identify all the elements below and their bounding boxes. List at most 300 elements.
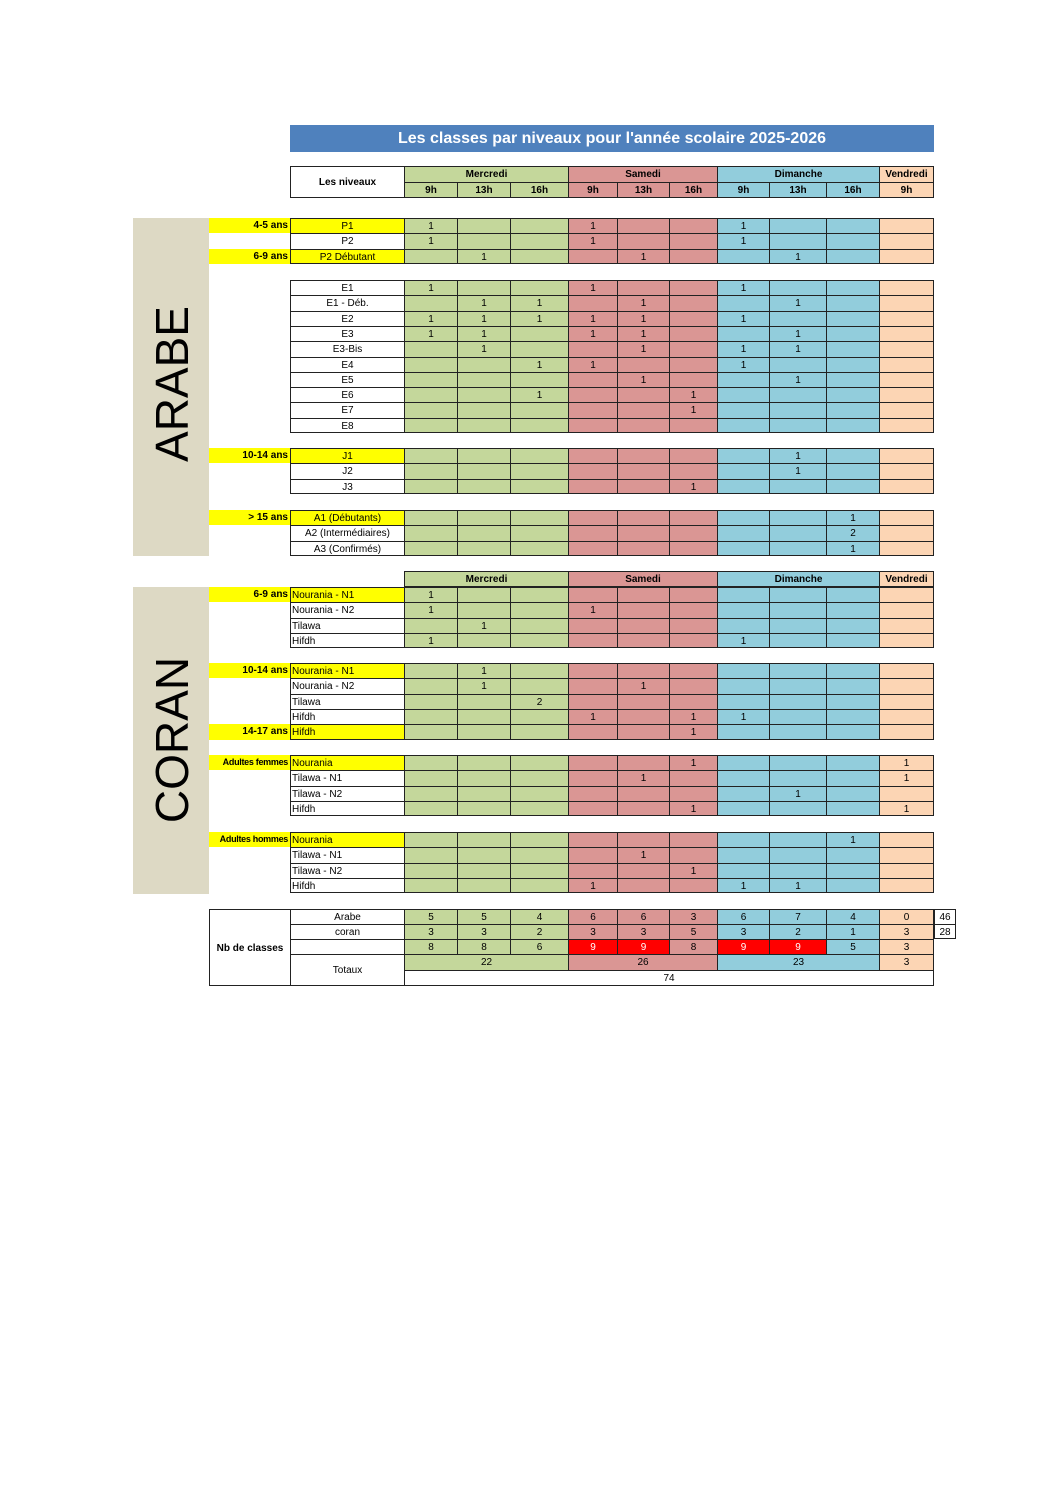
class-count-cell xyxy=(617,878,669,893)
level-label: Nourania - N2 xyxy=(290,602,404,618)
arabe-slot-total: 6 xyxy=(717,909,769,924)
class-count-cell: 1 xyxy=(826,832,879,847)
class-count-cell: 1 xyxy=(568,326,617,341)
class-count-cell: 1 xyxy=(457,618,510,633)
class-count-cell xyxy=(826,372,879,387)
class-count-cell xyxy=(404,878,457,893)
class-count-cell xyxy=(568,832,617,847)
class-count-cell xyxy=(404,525,457,541)
class-count-cell xyxy=(717,786,769,801)
class-count-cell xyxy=(510,479,568,494)
class-count-cell xyxy=(769,770,826,786)
class-count-cell xyxy=(510,525,568,541)
coran-slot-total: 3 xyxy=(404,924,457,939)
class-count-cell xyxy=(510,863,568,878)
summary-coran-label: coran xyxy=(290,924,404,939)
class-count-cell xyxy=(457,602,510,618)
class-count-cell: 1 xyxy=(769,341,826,357)
class-count-cell xyxy=(669,602,717,618)
class-count-cell xyxy=(510,510,568,525)
class-count-cell xyxy=(404,770,457,786)
class-count-cell xyxy=(826,357,879,372)
level-label: P2 Débutant xyxy=(290,249,404,264)
class-count-cell xyxy=(457,525,510,541)
class-count-cell xyxy=(617,541,669,556)
class-count-cell xyxy=(717,295,769,311)
class-count-cell xyxy=(457,418,510,433)
class-count-cell: 1 xyxy=(568,311,617,326)
arabe-slot-total: 4 xyxy=(510,909,568,924)
class-count-cell xyxy=(717,863,769,878)
class-count-cell xyxy=(617,587,669,602)
class-count-cell xyxy=(769,387,826,402)
class-count-cell xyxy=(510,786,568,801)
class-count-cell xyxy=(457,233,510,249)
class-count-cell: 1 xyxy=(826,510,879,525)
class-count-cell xyxy=(826,463,879,479)
class-count-cell: 1 xyxy=(669,387,717,402)
class-count-cell: 1 xyxy=(717,233,769,249)
class-count-cell xyxy=(879,602,934,618)
class-count-cell xyxy=(717,326,769,341)
level-label: Hifdh xyxy=(290,878,404,893)
coran-day-header: Dimanche xyxy=(717,571,879,587)
class-count-cell xyxy=(510,233,568,249)
class-count-cell xyxy=(617,233,669,249)
class-count-cell xyxy=(826,694,879,709)
class-count-cell xyxy=(879,479,934,494)
level-label: E3 xyxy=(290,326,404,341)
class-count-cell xyxy=(879,525,934,541)
day-total: 3 xyxy=(879,954,934,970)
class-count-cell: 1 xyxy=(568,602,617,618)
class-count-cell xyxy=(669,633,717,648)
class-count-cell xyxy=(617,218,669,233)
class-count-cell: 1 xyxy=(717,341,769,357)
class-count-cell xyxy=(769,233,826,249)
level-label: Hifdh xyxy=(290,724,404,740)
class-count-cell xyxy=(457,587,510,602)
level-label: A1 (Débutants) xyxy=(290,510,404,525)
class-count-cell: 1 xyxy=(404,326,457,341)
class-count-cell xyxy=(826,618,879,633)
class-count-cell xyxy=(617,448,669,463)
class-count-cell: 1 xyxy=(568,357,617,372)
class-count-cell xyxy=(510,724,568,740)
class-count-cell xyxy=(457,724,510,740)
level-label: Nourania - N1 xyxy=(290,587,404,602)
class-count-cell xyxy=(879,863,934,878)
class-count-cell xyxy=(826,801,879,816)
class-count-cell xyxy=(769,311,826,326)
slot-sum: 9 xyxy=(568,939,617,954)
class-count-cell xyxy=(457,479,510,494)
class-count-cell xyxy=(568,847,617,863)
class-count-cell xyxy=(617,387,669,402)
class-count-cell xyxy=(669,357,717,372)
class-count-cell: 1 xyxy=(617,372,669,387)
class-count-cell xyxy=(669,878,717,893)
level-label: Nourania xyxy=(290,832,404,847)
class-count-cell: 1 xyxy=(669,755,717,770)
coran-day-header: Samedi xyxy=(568,571,717,587)
level-label: Hifdh xyxy=(290,801,404,816)
class-count-cell xyxy=(510,678,568,694)
coran-slot-total: 5 xyxy=(669,924,717,939)
class-count-cell xyxy=(879,786,934,801)
class-count-cell xyxy=(879,587,934,602)
class-count-cell xyxy=(568,724,617,740)
class-count-cell xyxy=(769,357,826,372)
class-count-cell xyxy=(404,863,457,878)
class-count-cell xyxy=(568,448,617,463)
class-count-cell xyxy=(510,709,568,724)
class-count-cell xyxy=(669,587,717,602)
class-count-cell: 1 xyxy=(769,295,826,311)
class-count-cell xyxy=(510,249,568,264)
class-count-cell xyxy=(457,847,510,863)
class-count-cell xyxy=(404,541,457,556)
class-count-cell xyxy=(717,448,769,463)
class-count-cell xyxy=(717,770,769,786)
class-count-cell: 1 xyxy=(717,311,769,326)
class-count-cell xyxy=(404,663,457,678)
class-count-cell xyxy=(404,724,457,740)
class-count-cell xyxy=(457,709,510,724)
class-count-cell xyxy=(457,448,510,463)
class-count-cell xyxy=(717,525,769,541)
class-count-cell xyxy=(826,663,879,678)
class-count-cell xyxy=(510,878,568,893)
coran-slot-total: 2 xyxy=(769,924,826,939)
class-count-cell: 1 xyxy=(669,863,717,878)
class-count-cell xyxy=(510,770,568,786)
class-count-cell xyxy=(568,863,617,878)
class-count-cell xyxy=(769,709,826,724)
class-count-cell xyxy=(826,326,879,341)
class-count-cell: 1 xyxy=(617,770,669,786)
class-count-cell xyxy=(669,326,717,341)
class-count-cell xyxy=(669,463,717,479)
class-count-cell xyxy=(826,602,879,618)
class-count-cell xyxy=(717,755,769,770)
class-count-cell: 1 xyxy=(879,801,934,816)
class-count-cell xyxy=(617,525,669,541)
day-total: 22 xyxy=(404,954,568,970)
class-count-cell xyxy=(568,694,617,709)
class-count-cell: 1 xyxy=(457,311,510,326)
class-count-cell xyxy=(826,786,879,801)
slot-sum: 6 xyxy=(510,939,568,954)
class-count-cell: 1 xyxy=(617,678,669,694)
class-count-cell xyxy=(568,249,617,264)
class-count-cell xyxy=(510,326,568,341)
class-count-cell xyxy=(769,663,826,678)
day-total: 26 xyxy=(568,954,717,970)
level-label: P2 xyxy=(290,233,404,249)
class-count-cell: 1 xyxy=(769,448,826,463)
summary-label: Nb de classes xyxy=(209,909,290,986)
class-count-cell xyxy=(617,694,669,709)
class-count-cell xyxy=(769,694,826,709)
arabe-slot-total: 3 xyxy=(669,909,717,924)
level-label: Tilawa - N1 xyxy=(290,770,404,786)
class-count-cell xyxy=(769,280,826,295)
class-count-cell xyxy=(879,633,934,648)
class-count-cell xyxy=(826,678,879,694)
level-label: A3 (Confirmés) xyxy=(290,541,404,556)
class-count-cell xyxy=(457,770,510,786)
class-count-cell xyxy=(404,418,457,433)
class-count-cell xyxy=(404,618,457,633)
coran-slot-total: 2 xyxy=(510,924,568,939)
class-count-cell xyxy=(510,618,568,633)
class-count-cell xyxy=(717,387,769,402)
class-count-cell xyxy=(826,341,879,357)
page-title: Les classes par niveaux pour l'année scolaire 2025-2026 xyxy=(290,125,934,152)
level-label: E3-Bis xyxy=(290,341,404,357)
class-count-cell: 1 xyxy=(617,249,669,264)
level-label: Tilawa - N1 xyxy=(290,847,404,863)
class-count-cell xyxy=(568,510,617,525)
day-header-mercredi: Mercredi xyxy=(404,166,568,182)
class-count-cell xyxy=(617,801,669,816)
class-count-cell xyxy=(826,479,879,494)
class-count-cell: 1 xyxy=(617,341,669,357)
slot-header: 16h xyxy=(826,182,879,198)
age-band: 14-17 ans xyxy=(209,724,290,740)
class-count-cell xyxy=(404,847,457,863)
class-count-cell xyxy=(669,832,717,847)
class-count-cell: 1 xyxy=(404,218,457,233)
summary-totaux-label: Totaux xyxy=(290,954,404,986)
level-label: Tilawa - N2 xyxy=(290,786,404,801)
coran-slot-total: 1 xyxy=(826,924,879,939)
class-count-cell xyxy=(457,387,510,402)
class-count-cell xyxy=(568,479,617,494)
class-count-cell: 1 xyxy=(404,587,457,602)
class-count-cell xyxy=(568,525,617,541)
class-count-cell xyxy=(669,618,717,633)
class-count-cell xyxy=(404,479,457,494)
class-count-cell xyxy=(510,402,568,418)
class-count-cell xyxy=(457,218,510,233)
age-band: 6-9 ans xyxy=(209,587,290,602)
class-count-cell xyxy=(769,602,826,618)
summary-blank xyxy=(290,939,404,954)
class-count-cell xyxy=(510,418,568,433)
class-count-cell xyxy=(568,463,617,479)
level-label: Hifdh xyxy=(290,709,404,724)
class-count-cell xyxy=(879,295,934,311)
class-count-cell: 1 xyxy=(769,786,826,801)
class-count-cell xyxy=(404,448,457,463)
class-count-cell xyxy=(826,249,879,264)
class-count-cell xyxy=(669,341,717,357)
arabe-slot-total: 5 xyxy=(404,909,457,924)
level-label: E7 xyxy=(290,402,404,418)
class-count-cell xyxy=(617,863,669,878)
class-count-cell: 1 xyxy=(879,770,934,786)
arabe-slot-total: 6 xyxy=(568,909,617,924)
class-count-cell xyxy=(717,663,769,678)
slot-header: 16h xyxy=(669,182,717,198)
class-count-cell xyxy=(769,633,826,648)
class-count-cell xyxy=(404,694,457,709)
class-count-cell xyxy=(717,249,769,264)
class-count-cell xyxy=(617,633,669,648)
class-count-cell xyxy=(879,663,934,678)
class-count-cell xyxy=(617,832,669,847)
class-count-cell: 1 xyxy=(404,633,457,648)
class-count-cell: 1 xyxy=(457,249,510,264)
level-label: Nourania xyxy=(290,755,404,770)
class-count-cell xyxy=(669,233,717,249)
class-count-cell xyxy=(769,801,826,816)
class-count-cell: 1 xyxy=(404,280,457,295)
class-count-cell xyxy=(769,525,826,541)
class-count-cell xyxy=(717,602,769,618)
class-count-cell xyxy=(457,786,510,801)
class-count-cell xyxy=(617,510,669,525)
class-count-cell: 1 xyxy=(617,295,669,311)
class-count-cell xyxy=(879,418,934,433)
class-count-cell: 1 xyxy=(568,280,617,295)
class-count-cell xyxy=(879,233,934,249)
class-count-cell xyxy=(826,847,879,863)
slot-header: 13h xyxy=(617,182,669,198)
slot-sum: 8 xyxy=(404,939,457,954)
class-count-cell xyxy=(769,479,826,494)
age-band: 6-9 ans xyxy=(209,249,290,264)
day-header-vendredi: Vendredi xyxy=(879,166,934,182)
class-count-cell xyxy=(617,280,669,295)
class-count-cell xyxy=(717,801,769,816)
class-count-cell xyxy=(769,755,826,770)
class-count-cell xyxy=(617,755,669,770)
slot-header: 13h xyxy=(457,182,510,198)
level-label: Tilawa xyxy=(290,694,404,709)
arabe-slot-total: 7 xyxy=(769,909,826,924)
class-count-cell xyxy=(404,387,457,402)
class-count-cell xyxy=(568,295,617,311)
class-count-cell: 1 xyxy=(717,357,769,372)
class-count-cell xyxy=(568,770,617,786)
class-count-cell xyxy=(879,678,934,694)
class-count-cell xyxy=(568,541,617,556)
class-count-cell xyxy=(769,587,826,602)
class-count-cell xyxy=(617,709,669,724)
coran-slot-total: 3 xyxy=(617,924,669,939)
class-count-cell xyxy=(769,847,826,863)
class-count-cell xyxy=(826,280,879,295)
summary-arabe-label: Arabe xyxy=(290,909,404,924)
class-count-cell xyxy=(879,694,934,709)
age-band: > 15 ans xyxy=(209,510,290,525)
level-label: J3 xyxy=(290,479,404,494)
slot-header: 16h xyxy=(510,182,568,198)
class-count-cell: 1 xyxy=(717,633,769,648)
class-count-cell xyxy=(568,678,617,694)
class-count-cell xyxy=(669,694,717,709)
class-count-cell xyxy=(457,280,510,295)
class-count-cell xyxy=(769,218,826,233)
class-count-cell xyxy=(510,218,568,233)
class-count-cell xyxy=(769,724,826,740)
class-count-cell xyxy=(879,218,934,233)
class-count-cell xyxy=(568,402,617,418)
level-label: A2 (Intermédiaires) xyxy=(290,525,404,541)
class-count-cell xyxy=(879,249,934,264)
class-count-cell xyxy=(669,418,717,433)
slot-sum: 9 xyxy=(769,939,826,954)
class-count-cell xyxy=(879,541,934,556)
class-count-cell xyxy=(510,832,568,847)
class-count-cell xyxy=(826,709,879,724)
class-count-cell xyxy=(717,847,769,863)
class-count-cell xyxy=(510,587,568,602)
class-count-cell: 2 xyxy=(826,525,879,541)
class-count-cell: 1 xyxy=(717,280,769,295)
class-count-cell xyxy=(669,541,717,556)
day-header-dimanche: Dimanche xyxy=(717,166,879,182)
arabe-slot-total: 6 xyxy=(617,909,669,924)
class-count-cell xyxy=(510,801,568,816)
class-count-cell xyxy=(568,387,617,402)
class-count-cell xyxy=(510,602,568,618)
level-label: E8 xyxy=(290,418,404,433)
class-count-cell xyxy=(669,448,717,463)
class-count-cell xyxy=(669,249,717,264)
class-count-cell: 1 xyxy=(457,326,510,341)
class-count-cell: 1 xyxy=(457,663,510,678)
class-count-cell: 1 xyxy=(617,326,669,341)
class-count-cell: 1 xyxy=(457,341,510,357)
slot-sum: 9 xyxy=(617,939,669,954)
level-label: J2 xyxy=(290,463,404,479)
level-label: E2 xyxy=(290,311,404,326)
age-band: 10-14 ans xyxy=(209,663,290,678)
class-count-cell xyxy=(879,878,934,893)
class-count-cell: 1 xyxy=(617,847,669,863)
coran-grand-total: 28 xyxy=(934,924,956,939)
class-count-cell xyxy=(617,786,669,801)
class-count-cell: 1 xyxy=(404,602,457,618)
class-count-cell: 1 xyxy=(404,311,457,326)
class-count-cell: 1 xyxy=(510,295,568,311)
class-count-cell xyxy=(717,510,769,525)
level-label: Tilawa - N2 xyxy=(290,863,404,878)
class-count-cell xyxy=(404,341,457,357)
class-count-cell: 1 xyxy=(826,541,879,556)
level-label: E5 xyxy=(290,372,404,387)
class-count-cell xyxy=(404,357,457,372)
arabe-slot-total: 0 xyxy=(879,909,934,924)
class-count-cell: 1 xyxy=(568,709,617,724)
class-count-cell xyxy=(769,678,826,694)
class-count-cell xyxy=(826,633,879,648)
class-count-cell xyxy=(879,387,934,402)
class-count-cell xyxy=(879,372,934,387)
class-count-cell xyxy=(617,724,669,740)
class-count-cell xyxy=(617,602,669,618)
class-count-cell xyxy=(617,663,669,678)
level-label: E6 xyxy=(290,387,404,402)
class-count-cell: 1 xyxy=(717,878,769,893)
class-count-cell xyxy=(510,448,568,463)
class-count-cell xyxy=(769,618,826,633)
class-count-cell xyxy=(510,663,568,678)
